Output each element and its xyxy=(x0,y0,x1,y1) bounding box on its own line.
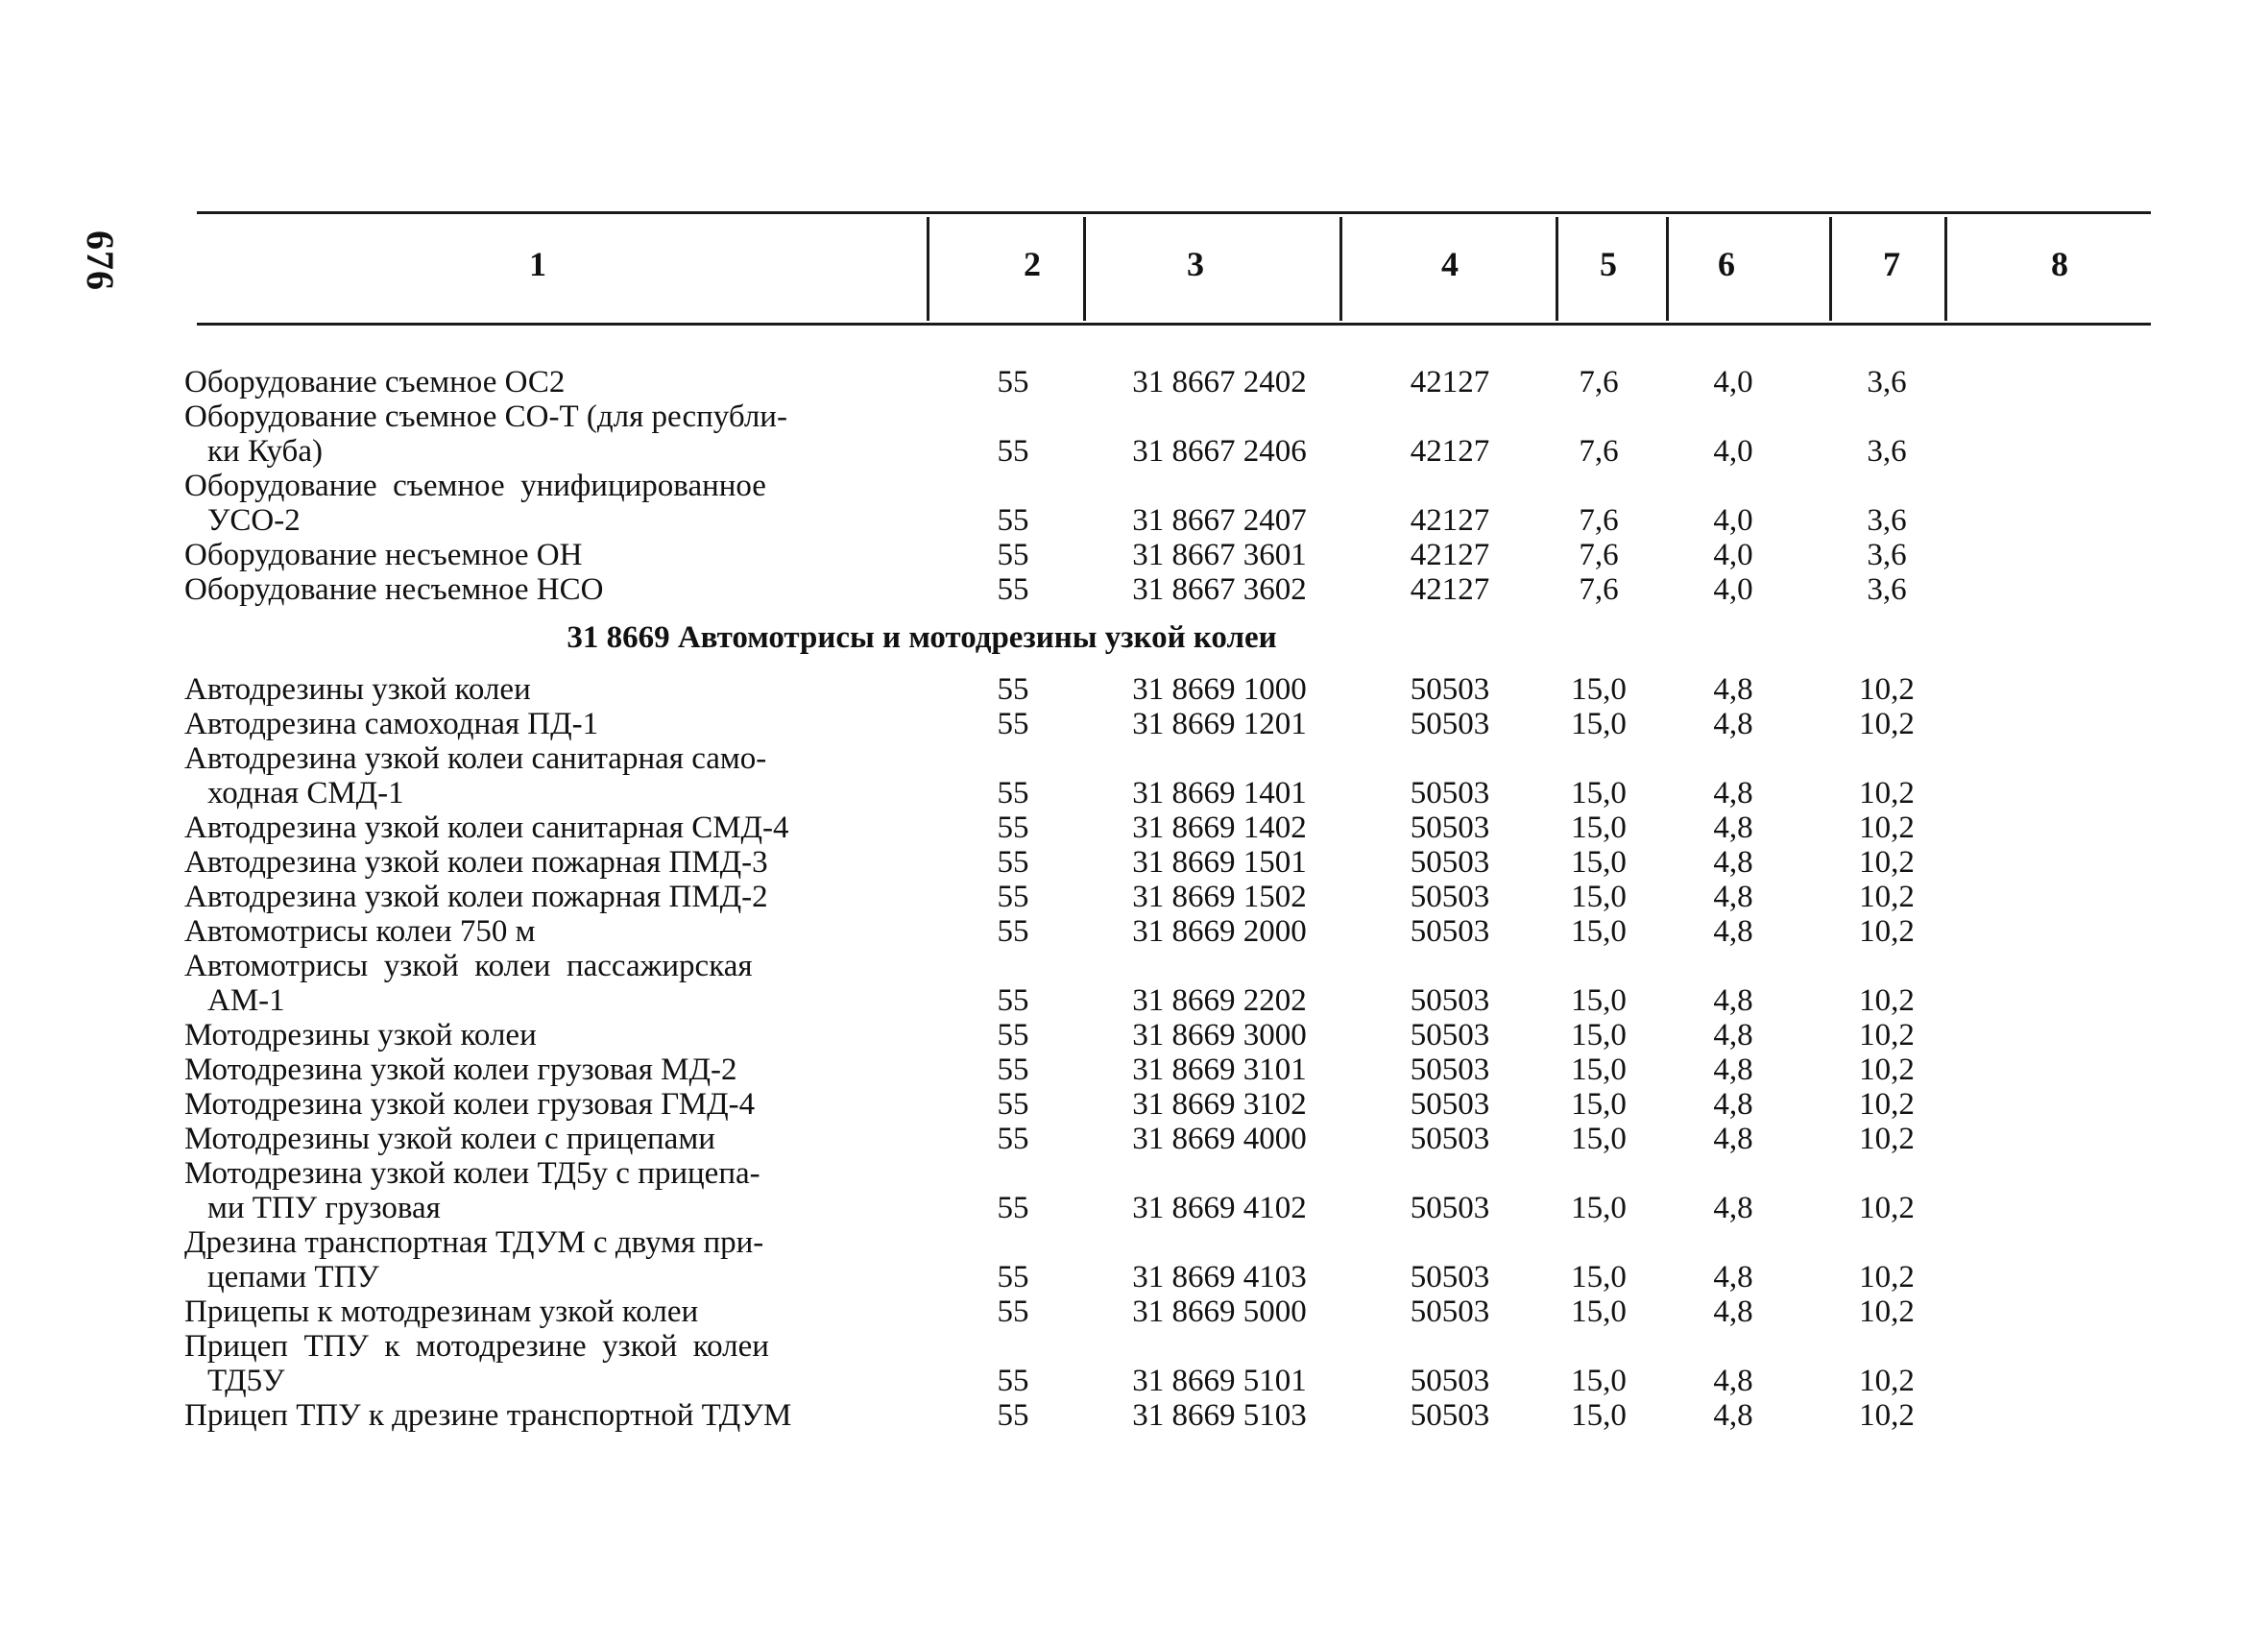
cell-c3: 31 8669 1201 xyxy=(1132,707,1307,741)
cell-c5: 15,0 xyxy=(1571,672,1627,707)
row-name-continuation: ки Куба) xyxy=(207,434,323,469)
cell-c5: 15,0 xyxy=(1571,1087,1627,1122)
row-name-continuation: ходная СМД-1 xyxy=(207,776,404,810)
table-row xyxy=(0,741,2268,810)
cell-c2: 55 xyxy=(997,1087,1029,1122)
header-col-6: 6 xyxy=(1718,245,1735,283)
cell-c5: 7,6 xyxy=(1579,572,1619,607)
cell-c7: 10,2 xyxy=(1859,914,1915,949)
row-name xyxy=(184,880,914,914)
cell-c3: 31 8667 3602 xyxy=(1132,572,1307,607)
row-name xyxy=(184,399,914,469)
column-divider xyxy=(1339,217,1342,321)
cell-c4: 42127 xyxy=(1410,538,1490,572)
row-name-continuation: ТД5У xyxy=(207,1364,285,1398)
cell-c5: 7,6 xyxy=(1579,538,1619,572)
cell-c7: 10,2 xyxy=(1859,672,1915,707)
cell-c4: 50503 xyxy=(1410,880,1490,914)
cell-c2: 55 xyxy=(997,1364,1029,1398)
row-name-line: Автодрезина узкой колеи пожарная ПМД-2 xyxy=(184,880,768,914)
cell-c6: 4,8 xyxy=(1713,776,1753,810)
row-name-line: Оборудование съемное ОС2 xyxy=(184,365,566,399)
header-col-4: 4 xyxy=(1441,245,1459,283)
cell-c5: 15,0 xyxy=(1571,1294,1627,1329)
header-col-7: 7 xyxy=(1883,245,1900,283)
row-name-line: Мотодрезина узкой колеи грузовая ГМД-4 xyxy=(184,1087,756,1122)
row-name-line: Прицеп ТПУ к дрезине транспортной ТДУМ xyxy=(184,1398,792,1433)
cell-c2: 55 xyxy=(997,1260,1029,1294)
table-top-rule xyxy=(197,211,2151,214)
row-name-line: Оборудование съемное СО-Т (для республи- xyxy=(184,399,787,434)
row-name xyxy=(184,365,914,399)
row-name-line: Мотодрезина узкой колеи ТД5у с прицепа- xyxy=(184,1156,760,1191)
cell-c5: 7,6 xyxy=(1579,365,1619,399)
cell-c5: 15,0 xyxy=(1571,810,1627,845)
cell-c6: 4,0 xyxy=(1713,503,1753,538)
cell-c2: 55 xyxy=(997,572,1029,607)
cell-c4: 50503 xyxy=(1410,776,1490,810)
cell-c6: 4,0 xyxy=(1713,365,1753,399)
cell-c2: 55 xyxy=(997,810,1029,845)
row-name-line: Автомотрисы колеи 750 м xyxy=(184,914,536,949)
cell-c2: 55 xyxy=(997,365,1029,399)
row-name-line: Автомотрисы узкой колеи пассажирская xyxy=(184,949,753,983)
row-name xyxy=(184,1156,914,1225)
cell-c2: 55 xyxy=(997,672,1029,707)
cell-c2: 55 xyxy=(997,1052,1029,1087)
row-name-line: Дрезина транспортная ТДУМ с двумя при- xyxy=(184,1225,764,1260)
row-name xyxy=(184,572,914,607)
cell-c4: 42127 xyxy=(1410,365,1490,399)
cell-c7: 10,2 xyxy=(1859,810,1915,845)
cell-c3: 31 8669 2202 xyxy=(1132,983,1307,1018)
table-row xyxy=(0,538,2268,572)
row-name xyxy=(184,538,914,572)
row-name xyxy=(184,707,914,741)
cell-c7: 3,6 xyxy=(1867,365,1907,399)
cell-c6: 4,0 xyxy=(1713,434,1753,469)
cell-c3: 31 8669 1000 xyxy=(1132,672,1307,707)
row-name xyxy=(184,1329,914,1398)
row-name xyxy=(184,810,914,845)
section-heading: 31 8669 Автомотрисы и мотодрезины узкой колеи xyxy=(567,620,1277,655)
cell-c7: 10,2 xyxy=(1859,1398,1915,1433)
cell-c6: 4,0 xyxy=(1713,538,1753,572)
row-name-continuation: УСО-2 xyxy=(207,503,301,538)
cell-c3: 31 8669 4000 xyxy=(1132,1122,1307,1156)
table-row xyxy=(0,1294,2268,1329)
cell-c7: 10,2 xyxy=(1859,1191,1915,1225)
cell-c6: 4,8 xyxy=(1713,672,1753,707)
cell-c6: 4,8 xyxy=(1713,1260,1753,1294)
row-name-continuation: ми ТПУ грузовая xyxy=(207,1191,441,1225)
row-name-line: Мотодрезины узкой колеи xyxy=(184,1018,537,1052)
cell-c5: 15,0 xyxy=(1571,1364,1627,1398)
table-row xyxy=(0,572,2268,607)
table-row xyxy=(0,914,2268,949)
cell-c4: 50503 xyxy=(1410,1364,1490,1398)
header-col-1: 1 xyxy=(529,245,546,283)
cell-c7: 10,2 xyxy=(1859,1364,1915,1398)
header-col-2: 2 xyxy=(1024,245,1041,283)
cell-c2: 55 xyxy=(997,914,1029,949)
cell-c6: 4,8 xyxy=(1713,1052,1753,1087)
cell-c2: 55 xyxy=(997,880,1029,914)
row-name xyxy=(184,949,914,1018)
table-row xyxy=(0,1122,2268,1156)
cell-c2: 55 xyxy=(997,983,1029,1018)
cell-c2: 55 xyxy=(997,434,1029,469)
cell-c4: 50503 xyxy=(1410,845,1490,880)
cell-c2: 55 xyxy=(997,1294,1029,1329)
cell-c4: 50503 xyxy=(1410,672,1490,707)
cell-c6: 4,8 xyxy=(1713,880,1753,914)
cell-c4: 50503 xyxy=(1410,914,1490,949)
table-row xyxy=(0,399,2268,469)
cell-c4: 50503 xyxy=(1410,1122,1490,1156)
cell-c4: 50503 xyxy=(1410,1087,1490,1122)
cell-c2: 55 xyxy=(997,1398,1029,1433)
row-name xyxy=(184,1398,914,1433)
cell-c5: 15,0 xyxy=(1571,880,1627,914)
cell-c5: 15,0 xyxy=(1571,983,1627,1018)
row-name xyxy=(184,845,914,880)
header-col-5: 5 xyxy=(1600,245,1617,283)
cell-c5: 15,0 xyxy=(1571,845,1627,880)
cell-c7: 10,2 xyxy=(1859,1260,1915,1294)
cell-c6: 4,8 xyxy=(1713,1398,1753,1433)
cell-c7: 10,2 xyxy=(1859,707,1915,741)
cell-c3: 31 8669 5103 xyxy=(1132,1398,1307,1433)
cell-c7: 3,6 xyxy=(1867,538,1907,572)
cell-c3: 31 8667 2406 xyxy=(1132,434,1307,469)
cell-c2: 55 xyxy=(997,1018,1029,1052)
cell-c7: 10,2 xyxy=(1859,1122,1915,1156)
cell-c5: 7,6 xyxy=(1579,434,1619,469)
cell-c7: 10,2 xyxy=(1859,880,1915,914)
row-name xyxy=(184,1122,914,1156)
table-row xyxy=(0,707,2268,741)
cell-c4: 50503 xyxy=(1410,1398,1490,1433)
page-number: 676 xyxy=(79,230,122,291)
cell-c3: 31 8669 1501 xyxy=(1132,845,1307,880)
column-divider xyxy=(1556,217,1558,321)
cell-c5: 15,0 xyxy=(1571,1260,1627,1294)
cell-c4: 42127 xyxy=(1410,503,1490,538)
cell-c7: 10,2 xyxy=(1859,1052,1915,1087)
cell-c3: 31 8669 3000 xyxy=(1132,1018,1307,1052)
row-name-line: Оборудование несъемное НСО xyxy=(184,572,604,607)
cell-c6: 4,0 xyxy=(1713,572,1753,607)
cell-c4: 50503 xyxy=(1410,1294,1490,1329)
column-divider xyxy=(1666,217,1669,321)
cell-c7: 10,2 xyxy=(1859,983,1915,1018)
column-divider xyxy=(1083,217,1086,321)
table-row xyxy=(0,1329,2268,1398)
row-name-line: Мотодрезина узкой колеи грузовая МД-2 xyxy=(184,1052,737,1087)
cell-c5: 15,0 xyxy=(1571,1398,1627,1433)
cell-c5: 15,0 xyxy=(1571,1191,1627,1225)
table-row xyxy=(0,810,2268,845)
table-row xyxy=(0,1225,2268,1294)
cell-c6: 4,8 xyxy=(1713,983,1753,1018)
column-divider xyxy=(927,217,929,321)
table-row xyxy=(0,1398,2268,1433)
cell-c5: 15,0 xyxy=(1571,707,1627,741)
row-name xyxy=(184,1052,914,1087)
row-name-line: Автодрезина узкой колеи пожарная ПМД-3 xyxy=(184,845,768,880)
cell-c7: 10,2 xyxy=(1859,776,1915,810)
cell-c4: 42127 xyxy=(1410,572,1490,607)
cell-c3: 31 8669 4102 xyxy=(1132,1191,1307,1225)
cell-c3: 31 8669 1402 xyxy=(1132,810,1307,845)
cell-c7: 3,6 xyxy=(1867,434,1907,469)
row-name-line: Прицепы к мотодрезинам узкой колеи xyxy=(184,1294,699,1329)
row-name xyxy=(184,1018,914,1052)
cell-c5: 15,0 xyxy=(1571,1018,1627,1052)
row-name xyxy=(184,1294,914,1329)
row-name xyxy=(184,1087,914,1122)
cell-c6: 4,8 xyxy=(1713,1122,1753,1156)
table-row xyxy=(0,949,2268,1018)
table-row xyxy=(0,1087,2268,1122)
table-row xyxy=(0,469,2268,538)
table-row xyxy=(0,365,2268,399)
cell-c6: 4,8 xyxy=(1713,1087,1753,1122)
cell-c6: 4,8 xyxy=(1713,1294,1753,1329)
cell-c3: 31 8669 5101 xyxy=(1132,1364,1307,1398)
cell-c7: 10,2 xyxy=(1859,1294,1915,1329)
cell-c3: 31 8669 2000 xyxy=(1132,914,1307,949)
cell-c6: 4,8 xyxy=(1713,707,1753,741)
cell-c2: 55 xyxy=(997,707,1029,741)
table-header-bottom-rule xyxy=(197,323,2151,326)
header-col-3: 3 xyxy=(1187,245,1204,283)
row-name xyxy=(184,469,914,538)
cell-c2: 55 xyxy=(997,503,1029,538)
row-name-line: Мотодрезины узкой колеи с прицепами xyxy=(184,1122,715,1156)
column-divider xyxy=(1829,217,1832,321)
cell-c3: 31 8667 2402 xyxy=(1132,365,1307,399)
cell-c6: 4,8 xyxy=(1713,1364,1753,1398)
cell-c6: 4,8 xyxy=(1713,1191,1753,1225)
cell-c3: 31 8669 4103 xyxy=(1132,1260,1307,1294)
row-name xyxy=(184,1225,914,1294)
cell-c2: 55 xyxy=(997,1191,1029,1225)
cell-c7: 10,2 xyxy=(1859,1018,1915,1052)
cell-c6: 4,8 xyxy=(1713,810,1753,845)
cell-c4: 50503 xyxy=(1410,983,1490,1018)
cell-c3: 31 8669 5000 xyxy=(1132,1294,1307,1329)
cell-c4: 50503 xyxy=(1410,1191,1490,1225)
cell-c4: 42127 xyxy=(1410,434,1490,469)
row-name xyxy=(184,914,914,949)
cell-c2: 55 xyxy=(997,1122,1029,1156)
cell-c3: 31 8669 3101 xyxy=(1132,1052,1307,1087)
cell-c4: 50503 xyxy=(1410,707,1490,741)
cell-c2: 55 xyxy=(997,538,1029,572)
cell-c3: 31 8669 1502 xyxy=(1132,880,1307,914)
cell-c4: 50503 xyxy=(1410,1260,1490,1294)
cell-c3: 31 8669 1401 xyxy=(1132,776,1307,810)
row-name-line: Оборудование несъемное ОН xyxy=(184,538,583,572)
cell-c2: 55 xyxy=(997,845,1029,880)
cell-c6: 4,8 xyxy=(1713,1018,1753,1052)
cell-c5: 15,0 xyxy=(1571,1122,1627,1156)
table-row xyxy=(0,1018,2268,1052)
row-name-line: Прицеп ТПУ к мотодрезине узкой колеи xyxy=(184,1329,769,1364)
table-row xyxy=(0,672,2268,707)
cell-c5: 15,0 xyxy=(1571,914,1627,949)
table-row xyxy=(0,845,2268,880)
cell-c7: 10,2 xyxy=(1859,1087,1915,1122)
row-name xyxy=(184,741,914,810)
row-name-line: Автодрезина узкой колеи санитарная само- xyxy=(184,741,767,776)
row-name-continuation: АМ-1 xyxy=(207,983,285,1018)
cell-c5: 15,0 xyxy=(1571,776,1627,810)
cell-c4: 50503 xyxy=(1410,1018,1490,1052)
header-col-8: 8 xyxy=(2051,245,2068,283)
row-name-line: Оборудование съемное унифицированное xyxy=(184,469,766,503)
cell-c4: 50503 xyxy=(1410,810,1490,845)
cell-c7: 10,2 xyxy=(1859,845,1915,880)
column-divider xyxy=(1944,217,1947,321)
row-name-line: Автодрезины узкой колеи xyxy=(184,672,531,707)
cell-c5: 7,6 xyxy=(1579,503,1619,538)
cell-c3: 31 8667 2407 xyxy=(1132,503,1307,538)
row-name xyxy=(184,672,914,707)
cell-c7: 3,6 xyxy=(1867,572,1907,607)
cell-c3: 31 8669 3102 xyxy=(1132,1087,1307,1122)
cell-c7: 3,6 xyxy=(1867,503,1907,538)
row-name-line: Автодрезина узкой колеи санитарная СМД-4 xyxy=(184,810,789,845)
cell-c4: 50503 xyxy=(1410,1052,1490,1087)
cell-c6: 4,8 xyxy=(1713,845,1753,880)
row-name-line: Автодрезина самоходная ПД-1 xyxy=(184,707,599,741)
cell-c5: 15,0 xyxy=(1571,1052,1627,1087)
cell-c6: 4,8 xyxy=(1713,914,1753,949)
cell-c2: 55 xyxy=(997,776,1029,810)
row-name-continuation: цепами ТПУ xyxy=(207,1260,379,1294)
cell-c3: 31 8667 3601 xyxy=(1132,538,1307,572)
table-row xyxy=(0,880,2268,914)
table-row xyxy=(0,1156,2268,1225)
table-row xyxy=(0,1052,2268,1087)
